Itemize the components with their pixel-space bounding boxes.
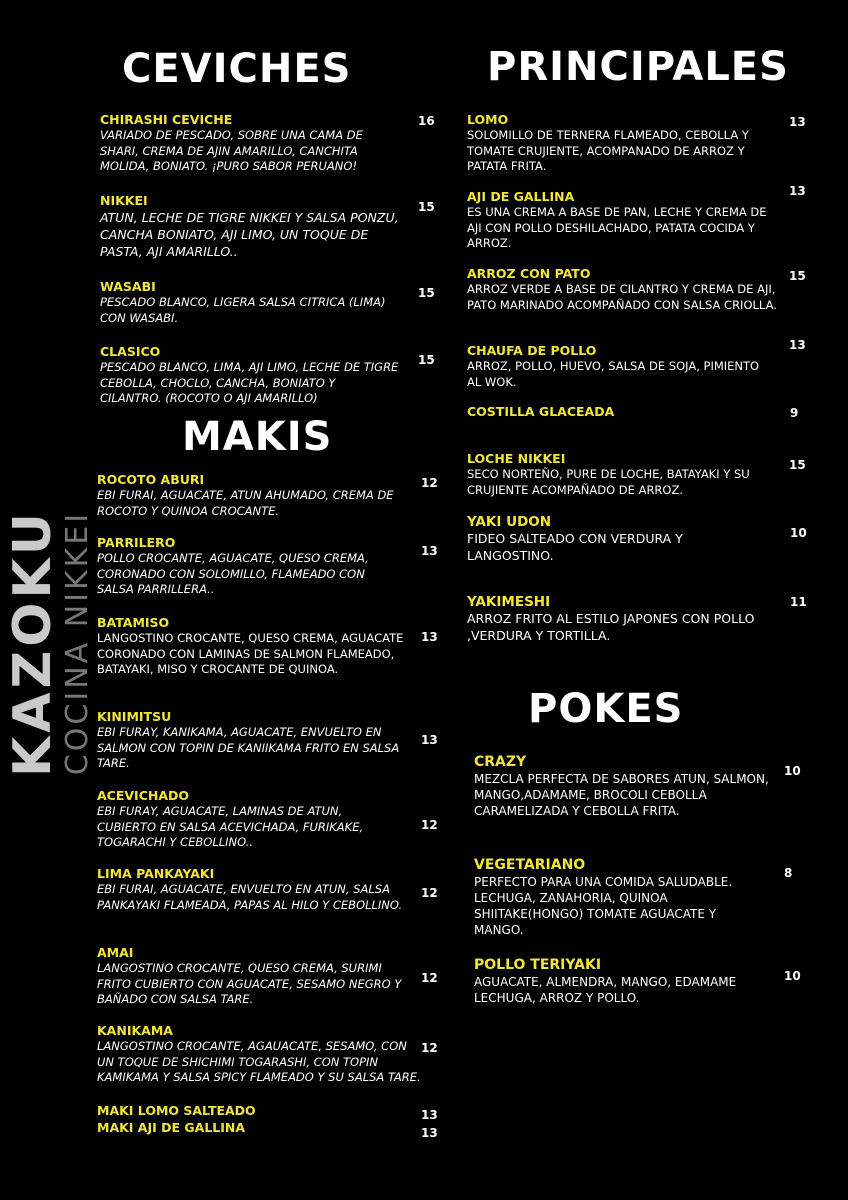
item-name: ARROZ CON PATO: [467, 266, 591, 281]
item-price: 12: [421, 818, 438, 832]
item-price: 10: [790, 526, 807, 540]
item-name: CLASICO: [100, 344, 161, 359]
item-name: KANIKAMA: [97, 1023, 173, 1038]
menu-item: [467, 112, 779, 175]
menu-item: [97, 1120, 397, 1136]
item-price: 16: [418, 114, 435, 128]
item-price: 13: [789, 338, 806, 352]
menu-item: [467, 404, 767, 420]
item-description: POLLO CROCANTE, AGUACATE, QUESO CREMA, CORONADO CON SOLOMILLO, FLAMEADO CON SALSA PARRILLERA..: [97, 551, 369, 596]
item-description: ARROZ, POLLO, HUEVO, SALSA DE SOJA, PIMIENTO AL WOK.: [467, 359, 760, 389]
menu-item: [97, 535, 402, 598]
menu-item: [467, 594, 779, 644]
item-price: 11: [790, 595, 807, 609]
item-price: 10: [784, 764, 801, 778]
item-description: EBI FURAI, AGUACATE, ENVUELTO EN ATUN, SALSA PANKAYAKI FLAMEADA, PAPAS AL HILO Y CEBOLLINO.: [97, 882, 403, 912]
item-price: 15: [789, 269, 806, 283]
item-price: 15: [418, 200, 435, 214]
item-name: CRAZY: [474, 754, 527, 770]
menu-item: [474, 856, 764, 938]
item-description: PESCADO BLANCO, LIMA, AJI LIMO, LECHE DE TIGRE CEBOLLA, CHOCLO, CANCHA, BONIATO Y CILANTRO. (ROCOTO O AJI AMARILLO): [100, 360, 399, 405]
menu-item: [474, 753, 774, 819]
section-title-principales: PRINCIPALES: [487, 44, 789, 90]
item-price: 12: [421, 476, 438, 490]
item-price: 15: [418, 353, 435, 367]
item-name: CHIRASHI CEVICHE: [100, 112, 233, 127]
item-description: PERFECTO PARA UNA COMIDA SALUDABLE. LECHUGA, ZANAHORIA, QUINOA SHIITAKE(HONGO) TOMATE AGUACATE Y MANGO.: [474, 875, 733, 937]
item-description: EBI FURAY, KANIKAMA, AGUACATE, ENVUELTO EN SALMON CON TOPIN DE KANIIKAMA FRITO EN SALSA TARE.: [97, 725, 400, 770]
item-description: PESCADO BLANCO, LIGERA SALSA CITRICA (LIMA) CON WASABI.: [100, 295, 386, 325]
item-price: 13: [421, 1108, 438, 1122]
item-price: 13: [789, 184, 806, 198]
item-description: FIDEO SALTEADO CON VERDURA Y LANGOSTINO.: [467, 531, 683, 563]
item-price: 9: [790, 406, 799, 420]
item-price: 13: [421, 544, 438, 558]
menu-item: [100, 112, 400, 175]
item-price: 13: [421, 630, 438, 644]
item-name: CHAUFA DE POLLO: [467, 343, 597, 358]
item-name: LIMA PANKAYAKI: [97, 866, 215, 881]
item-description: EBI FURAY, AGUACATE, LAMINAS DE ATUN, CUBIERTO EN SALSA ACEVICHADA, FURIKAKE, TOGARACHI Y CEBOLLINO..: [97, 804, 364, 849]
item-name: LOMO: [467, 112, 509, 127]
item-price: 13: [421, 733, 438, 747]
item-name: MAKI LOMO SALTEADO: [97, 1103, 256, 1118]
menu-item: [467, 514, 767, 564]
item-price: 13: [789, 115, 806, 129]
item-name: LOCHE NIKKEI: [467, 451, 566, 466]
item-description: LANGOSTINO CROCANTE, AGAUACATE, SESAMO, CON UN TOQUE DE SHICHIMI TOGARASHI, CON TOPIN KAMIKAMA Y SALSA SPICY FLAMEADO Y SU SALSA TARE.: [97, 1039, 421, 1084]
item-description: ES UNA CREMA A BASE DE PAN, LECHE Y CREMA DE AJI CON POLLO DESHILACHADO, PATATA COCIDA Y ARROZ.: [467, 205, 767, 250]
item-description: SOLOMILLO DE TERNERA FLAMEADO, CEBOLLA Y TOMATE CRUJIENTE, ACOMPANADO DE ARROZ Y PATATA FRITA.: [467, 128, 749, 173]
menu-item: [97, 945, 412, 1008]
item-description: ARROZ FRITO AL ESTILO JAPONES CON POLLO ,VERDURA Y TORTILLA.: [467, 611, 755, 643]
item-name: COSTILLA GLACEADA: [467, 404, 615, 419]
item-price: 15: [789, 458, 806, 472]
menu-item: [467, 189, 777, 252]
item-description: ATUN, LECHE DE TIGRE NIKKEI Y SALSA PONZU, CANCHA BONIATO, AJI LIMO, UN TOQUE DE PASTA, AJI AMARILLO..: [100, 210, 399, 259]
section-title-pokes: POKES: [528, 686, 684, 732]
menu-item: [100, 193, 400, 260]
menu-item: [467, 343, 767, 390]
brand-name: KAZOKU: [3, 508, 63, 778]
brand-vertical: [5, 443, 95, 843]
item-name: POLLO TERIYAKI: [474, 957, 602, 973]
item-name: MAKI AJI DE GALLINA: [97, 1120, 246, 1135]
item-price: 8: [784, 866, 793, 880]
item-price: 10: [784, 969, 801, 983]
item-name: WASABI: [100, 279, 156, 294]
item-name: BATAMISO: [97, 615, 170, 630]
item-name: VEGETARIANO: [474, 857, 586, 873]
item-price: 13: [421, 1126, 438, 1140]
item-name: YAKI UDON: [467, 514, 552, 530]
menu-item: [97, 709, 407, 772]
item-price: 12: [421, 1041, 438, 1055]
brand-tagline: COCINA NIKKEI: [60, 510, 95, 776]
item-name: ROCOTO ABURI: [97, 472, 205, 487]
item-price: 12: [421, 971, 438, 985]
item-price: 15: [418, 286, 435, 300]
item-name: ACEVICHADO: [97, 788, 190, 803]
item-price: 12: [421, 886, 438, 900]
item-name: YAKIMESHI: [467, 594, 551, 610]
menu-item: [100, 344, 400, 407]
menu-item: [467, 451, 779, 498]
menu-item: [97, 788, 397, 851]
item-description: EBI FURAI, AGUACATE, ATUN AHUMADO, CREMA DE ROCOTO Y QUINOA CROCANTE.: [97, 488, 394, 518]
item-description: LANGOSTINO CROCANTE, QUESO CREMA, SURIMI FRITO CUBIERTO CON AGUACATE, SESAMO NEGRO Y BAÑADO CON SALSA TARE.: [97, 961, 402, 1006]
item-description: SECO NORTEÑO, PURE DE LOCHE, BATAYAKI Y SU CRUJIENTE ACOMPAÑADO DE ARROZ.: [467, 467, 750, 497]
menu-item: [467, 266, 782, 313]
item-name: KINIMITSU: [97, 709, 172, 724]
menu-item: [97, 866, 412, 913]
item-description: AGUACATE, ALMENDRA, MANGO, EDAMAME LECHUGA, ARROZ Y POLLO.: [474, 975, 737, 1005]
section-title-ceviches: CEVICHES: [122, 46, 352, 92]
menu-item: [97, 1023, 427, 1086]
item-description: VARIADO DE PESCADO, SOBRE UNA CAMA DE SHARI, CREMA DE AJIN AMARILLO, CANCHITA MOLIDA, BONIATO. ¡PURO SABOR PERUANO!: [100, 128, 363, 173]
menu-item: [474, 956, 764, 1006]
item-description: ARROZ VERDE A BASE DE CILANTRO Y CREMA DE AJI, PATO MARINADO ACOMPAÑADO CON SALSA CRIOLLA.: [467, 282, 777, 312]
menu-item: [97, 472, 417, 519]
menu-item: [97, 615, 417, 678]
item-description: LANGOSTINO CROCANTE, QUESO CREMA, AGUACATE CORONADO CON LAMINAS DE SALMON FLAMEADO, BATAYAKI, MISO Y CROCANTE DE QUINOA.: [97, 631, 404, 676]
menu-item: [100, 279, 400, 326]
item-name: AMAI: [97, 945, 134, 960]
section-title-makis: MAKIS: [182, 414, 333, 460]
item-name: AJI DE GALLINA: [467, 189, 575, 204]
item-name: PARRILERO: [97, 535, 176, 550]
item-name: NIKKEI: [100, 193, 148, 208]
menu-item: [97, 1103, 397, 1119]
item-description: MEZCLA PERFECTA DE SABORES ATUN, SALMON, MANGO,ADAMAME, BROCOLI CEBOLLA CARAMELIZADA Y CEBOLLA FRITA.: [474, 772, 769, 818]
